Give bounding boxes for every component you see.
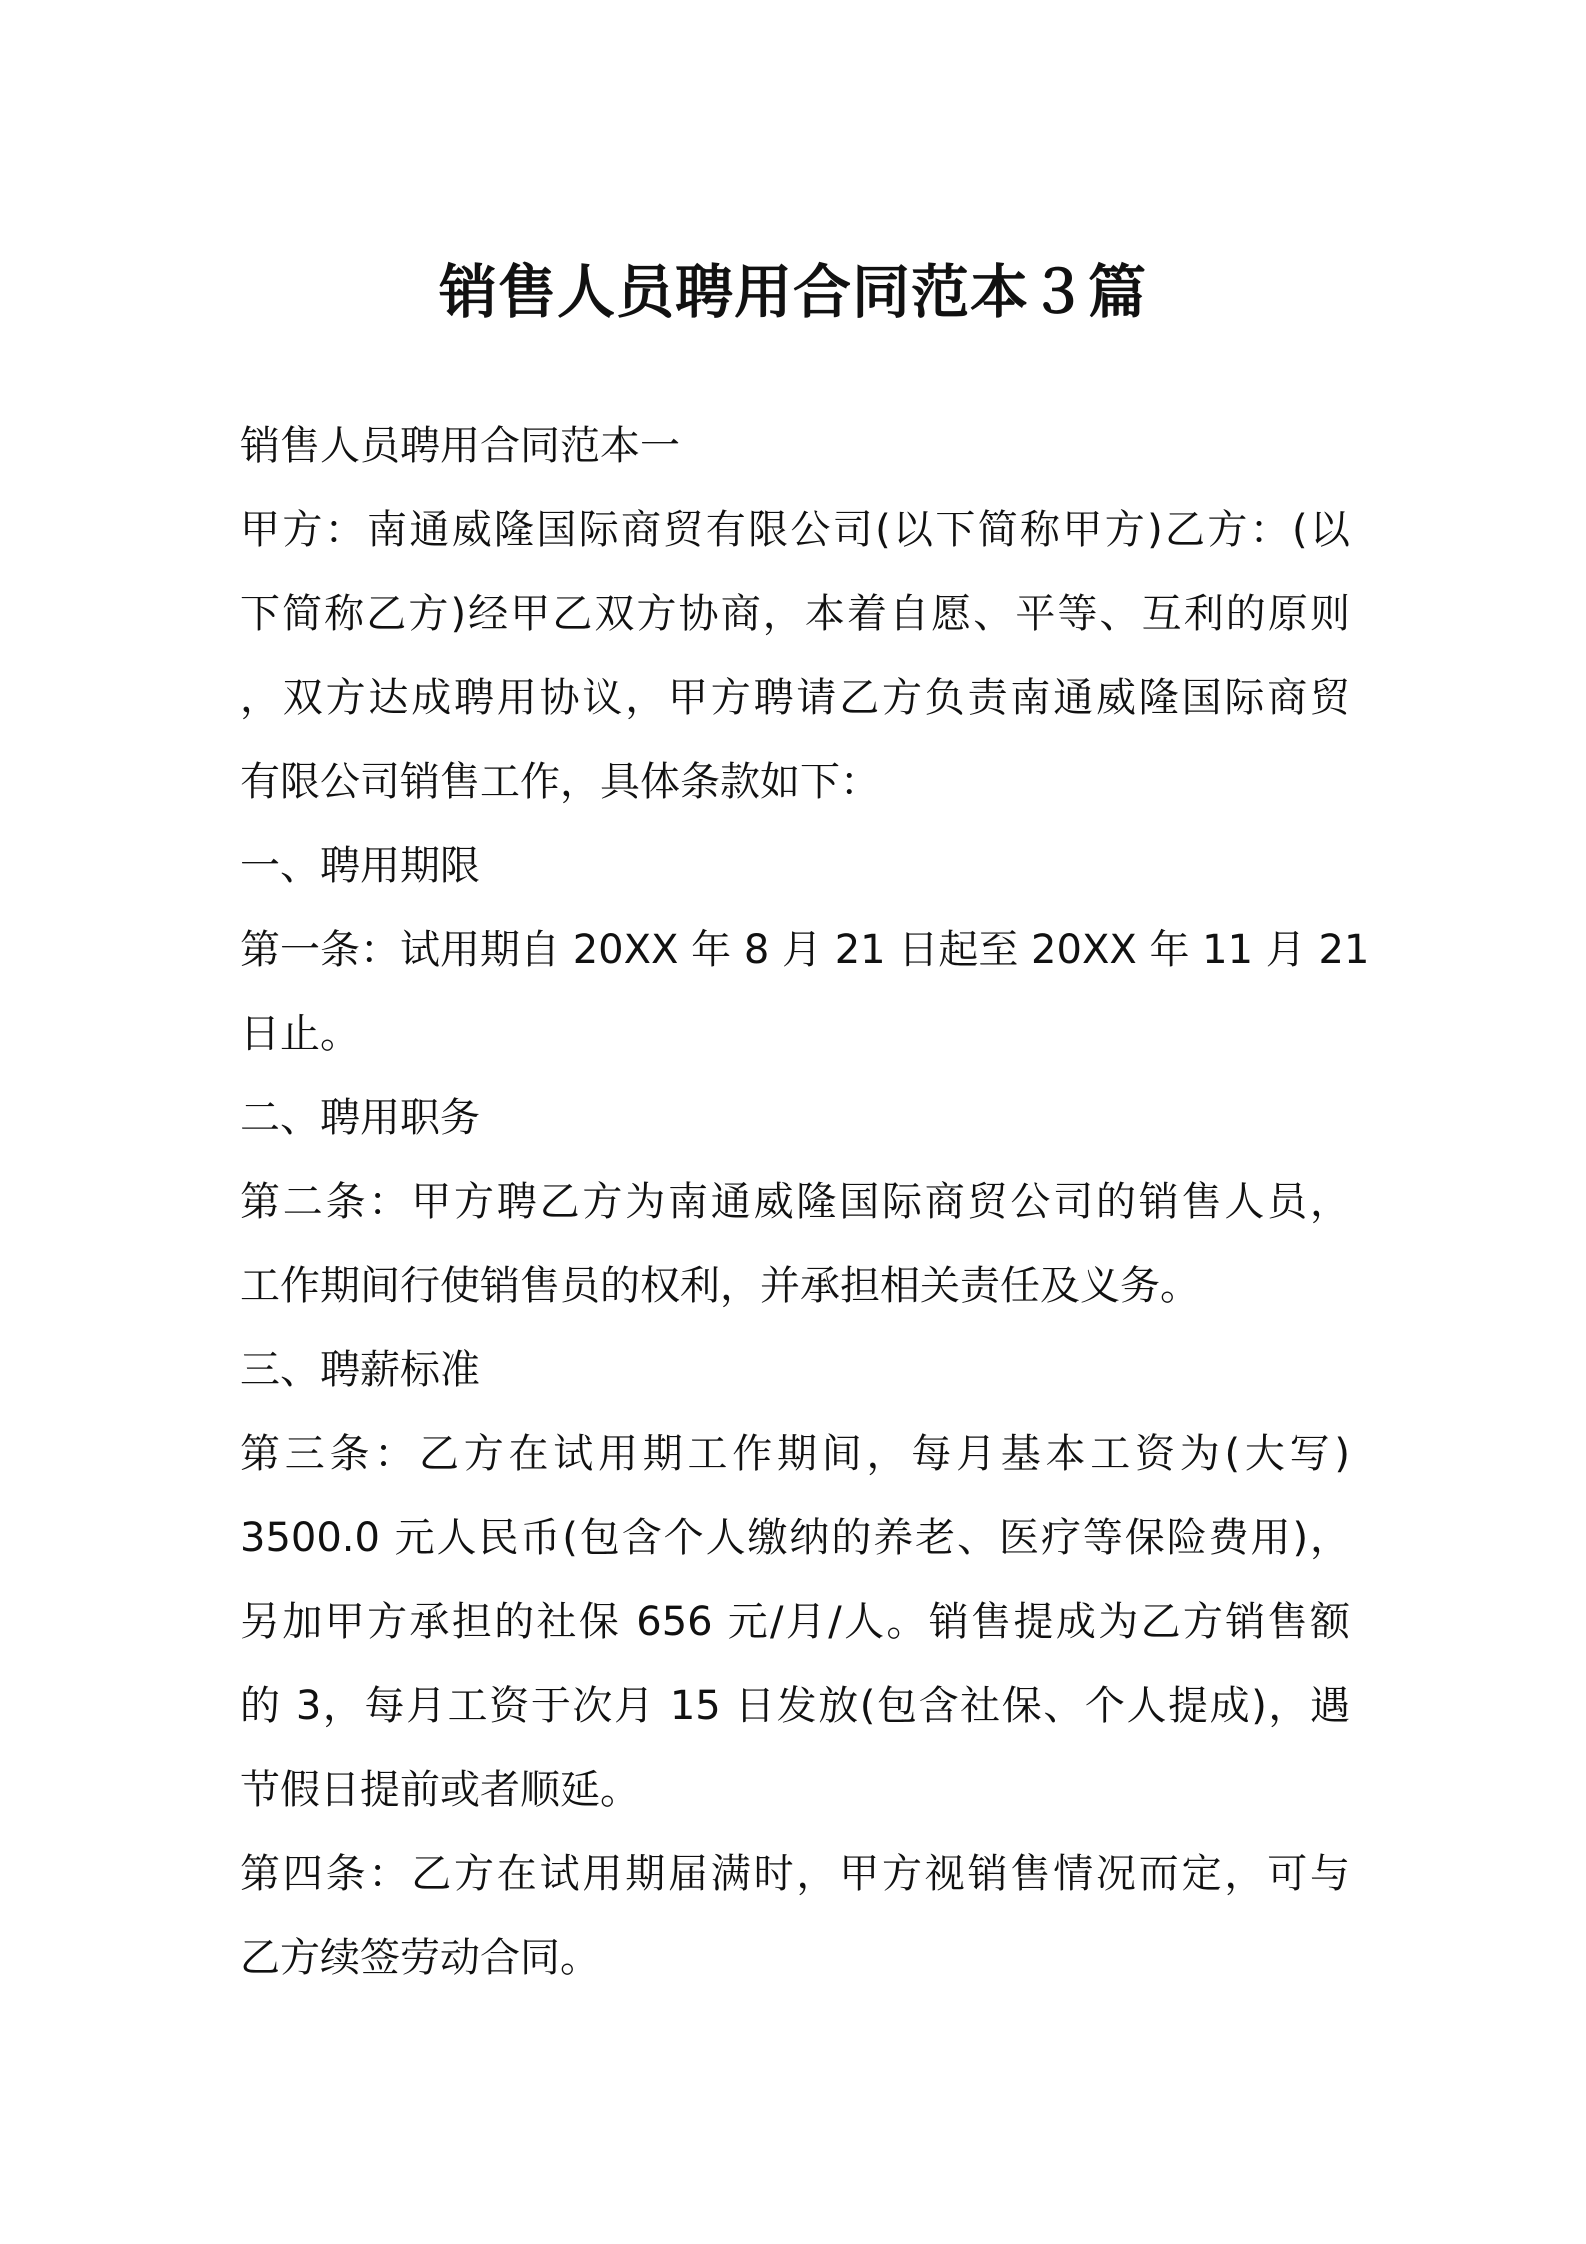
paragraph-line: 下简称乙方)经甲乙双方协商，本着自愿、平等、互利的原则 <box>240 591 1350 637</box>
clause-heading: 三、聘薪标准 <box>240 1347 480 1393</box>
clause-heading: 二、聘用职务 <box>240 1095 480 1141</box>
paragraph-line: 第四条：乙方在试用期届满时，甲方视销售情况而定，可与 <box>240 1851 1350 1897</box>
paragraph-line: 的 3，每月工资于次月 15 日发放(包含社保、个人提成)，遇 <box>240 1683 1350 1729</box>
paragraph-line: 第一条：试用期自 20XX 年 8 月 21 日起至 20XX 年 11 月 21 <box>240 927 1370 973</box>
paragraph-line: 节假日提前或者顺延。 <box>240 1767 640 1813</box>
paragraph-line: 有限公司销售工作，具体条款如下： <box>240 759 880 805</box>
clause-heading: 一、聘用期限 <box>240 843 480 889</box>
paragraph-line: 另加甲方承担的社保 656 元/月/人。销售提成为乙方销售额 <box>240 1599 1350 1645</box>
document-title: 销售人员聘用合同范本３篇 <box>438 258 1147 326</box>
document-body <box>240 404 1370 2000</box>
paragraph-line: 第三条：乙方在试用期工作期间，每月基本工资为(大写) <box>240 1431 1350 1477</box>
paragraph-line: ，双方达成聘用协议，甲方聘请乙方负责南通威隆国际商贸 <box>240 675 1350 721</box>
paragraph-line: 第二条：甲方聘乙方为南通威隆国际商贸公司的销售人员， <box>240 1179 1350 1225</box>
section-heading: 销售人员聘用合同范本一 <box>240 423 680 469</box>
paragraph-line: 3500.0 元人民币(包含个人缴纳的养老、医疗等保险费用)， <box>240 1515 1350 1561</box>
paragraph-line: 日止。 <box>240 1011 360 1057</box>
paragraph-line: 乙方续签劳动合同。 <box>240 1935 600 1981</box>
paragraph-line: 甲方：南通威隆国际商贸有限公司(以下简称甲方)乙方：(以 <box>240 507 1350 553</box>
paragraph-line: 工作期间行使销售员的权利，并承担相关责任及义务。 <box>240 1263 1200 1309</box>
